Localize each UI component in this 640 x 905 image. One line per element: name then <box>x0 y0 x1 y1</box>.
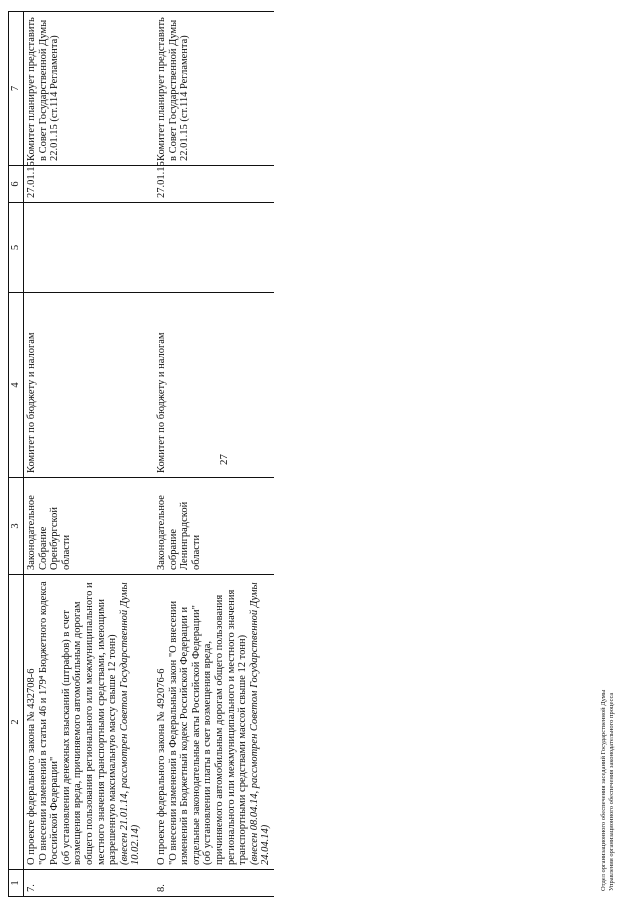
column-5-cell <box>144 203 274 293</box>
column-header: 1 <box>9 870 24 897</box>
review-date: 27.01.15 <box>144 166 274 203</box>
page-number: 27 <box>218 454 230 465</box>
row-number: 8. <box>144 870 274 897</box>
column-header: 2 <box>9 575 24 870</box>
bill-note: (внесен 08.04.14, рассмотрен Советом Государственной Думы 24.04.14) <box>248 582 272 865</box>
footer-line: Отдел организационного обеспечения заседаний Государственной Думы <box>600 689 607 891</box>
bill-description-cell <box>144 575 274 870</box>
bill-author: Законодательное собрание Ленинградской области <box>144 478 274 575</box>
review-date: 27.01.15 <box>24 166 144 203</box>
table-row <box>24 12 144 897</box>
footer-line: Управления организационного обеспечения законодательного процесса <box>608 692 615 891</box>
responsible-committee: Комитет по бюджету и налогам <box>144 293 274 478</box>
column-header: 7 <box>9 12 24 166</box>
bill-author: Законодательное Собрание Оренбургской области <box>24 478 144 575</box>
committee-plan: Комитет планирует представить в Совет Государственной Думы 22.01.15 (ст.114 Регламента) <box>144 12 274 166</box>
responsible-committee: Комитет по бюджету и налогам <box>24 293 144 478</box>
bill-title: О проекте федерального закона № 492076-6 <box>155 668 167 865</box>
bill-body: "О внесении изменений в статьи 46 и 179⁴ Бюджетного кодекса Российской Федерации" (об установлении денежных взысканий (штрафов) в счет возмещения вреда, причиняемого автомобильным дорогам общего пользования регионального или межмуниципального и местного значения транспортными средствами, имеющими разрешенную максимальную массу свыше 12 тонн) <box>37 581 119 865</box>
column-5-cell <box>24 203 144 293</box>
bill-title: О проекте федерального закона № 432708-6 <box>26 668 37 865</box>
column-header: 3 <box>9 478 24 575</box>
table-row <box>144 12 274 897</box>
bill-note: (внесен 21.01.14, рассмотрен Советом Государственной Думы 10.02.14) <box>118 582 142 865</box>
page-footer <box>600 690 616 891</box>
bill-description-cell <box>24 575 144 870</box>
column-header: 5 <box>9 203 24 293</box>
column-header: 4 <box>9 293 24 478</box>
column-header: 6 <box>9 166 24 203</box>
bill-body: "О внесении изменений в Федеральный закон "О внесении изменений в Бюджетный кодекс Российской Федерации и отдельные законодательные акты Российской Федерации" (об установлении платы в счет возмещения вреда, причиняемого автомобильным дорогам общего пользования регионального или межмуниципального и местного значения транспортными средствами массой свыше 12 тонн) <box>167 589 249 865</box>
column-number-row <box>9 12 24 897</box>
bills-table <box>8 11 274 897</box>
committee-plan: Комитет планирует представить в Совет Государственной Думы 22.01.15 (ст.114 Регламента) <box>24 12 144 166</box>
row-number: 7. <box>24 870 144 897</box>
